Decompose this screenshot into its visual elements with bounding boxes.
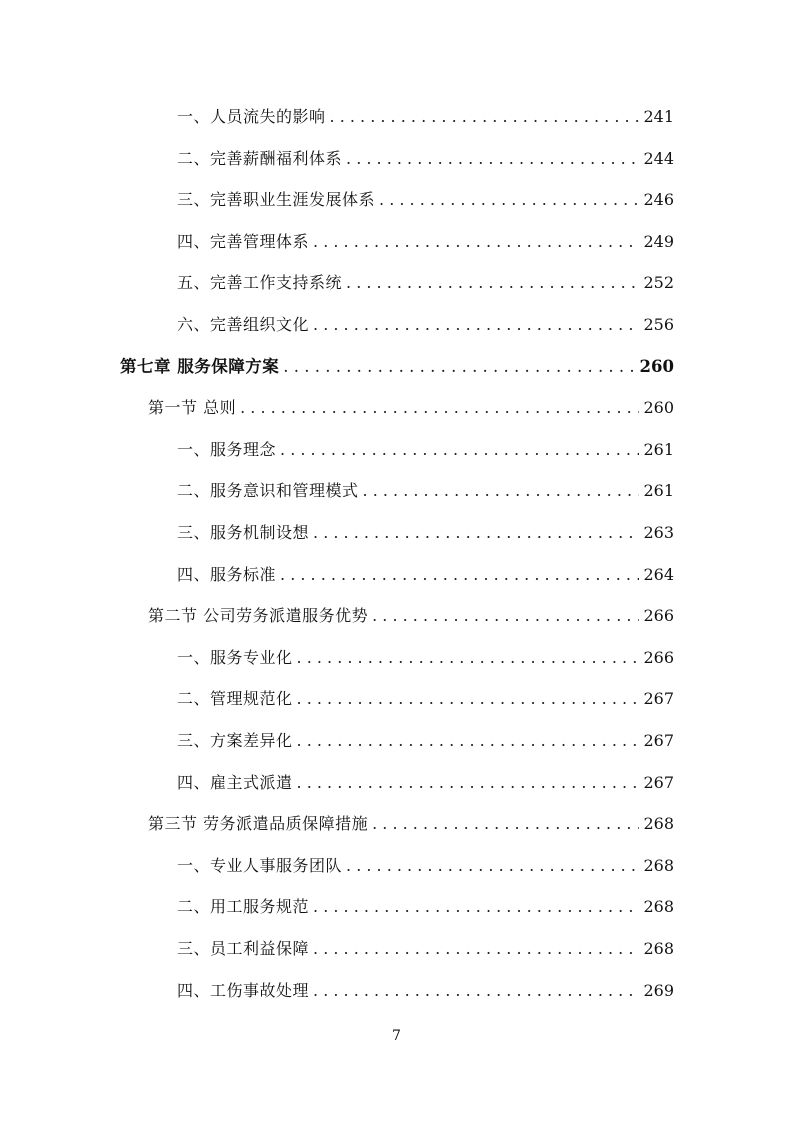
toc-entry-title: 第三节 劳务派遣品质保障措施 [148,814,369,833]
toc-entry-page-number: 264 [643,565,674,584]
toc-item-entry[interactable] [177,979,674,1003]
toc-entry-title: 三、服务机制设想 [177,523,310,542]
toc-entry-title: 二、服务意识和管理模式 [177,481,359,500]
toc-entry-title: 二、管理规范化 [177,689,293,708]
toc-entry-page-number: 267 [643,773,674,792]
toc-entry-page-number: 246 [643,190,674,209]
toc-section-entry[interactable] [148,812,674,836]
toc-entry-page-number: 260 [639,357,674,376]
toc-entry-page-number: 266 [643,648,674,667]
toc-entry-page-number: 268 [643,856,674,875]
toc-entry-title: 三、完善职业生涯发展体系 [177,190,376,209]
toc-chapter-entry[interactable] [120,355,674,379]
toc-item-entry[interactable] [177,313,674,337]
toc-dot-leader [313,895,639,919]
toc-item-entry[interactable] [177,937,674,961]
toc-entry-title: 五、完善工作支持系统 [177,273,343,292]
toc-entry-page-number: 260 [643,398,674,417]
toc-entry-title: 第一节 总则 [148,398,237,417]
toc-section-entry[interactable] [148,604,674,628]
toc-dot-leader [280,438,639,462]
page-number: 7 [392,1028,401,1044]
toc-dot-leader [283,355,635,379]
toc-dot-leader [313,313,639,337]
toc-dot-leader [346,147,639,171]
toc-item-entry[interactable] [177,105,674,129]
toc-item-entry[interactable] [177,563,674,587]
toc-dot-leader [372,812,639,836]
toc-entry-page-number: 244 [643,149,674,168]
toc-item-entry[interactable] [177,479,674,503]
toc-dot-leader [313,521,639,545]
toc-entry-title: 第二节 公司劳务派遣服务优势 [148,606,369,625]
toc-dot-leader [372,604,639,628]
toc-entry-title: 二、用工服务规范 [177,897,310,916]
toc-entry-page-number: 263 [643,523,674,542]
toc-entry-page-number: 269 [643,981,674,1000]
toc-entry-title: 第七章 服务保障方案 [120,357,280,376]
toc-item-entry[interactable] [177,854,674,878]
toc-entry-title: 二、完善薪酬福利体系 [177,149,343,168]
toc-entry-page-number: 267 [643,689,674,708]
toc-entry-page-number: 268 [643,939,674,958]
toc-section-entry[interactable] [148,396,674,420]
toc-entry-title: 四、雇主式派遣 [177,773,293,792]
toc-entry-title: 三、方案差异化 [177,731,293,750]
toc-dot-leader [379,188,639,212]
toc-dot-leader [313,937,639,961]
toc-entry-page-number: 252 [643,273,674,292]
toc-item-entry[interactable] [177,771,674,795]
toc-dot-leader [297,687,640,711]
toc-entry-page-number: 241 [643,107,674,126]
toc-item-entry[interactable] [177,895,674,919]
toc-entry-page-number: 261 [643,440,674,459]
toc-dot-leader [240,396,639,420]
toc-item-entry[interactable] [177,271,674,295]
toc-item-entry[interactable] [177,521,674,545]
toc-entry-page-number: 268 [643,814,674,833]
toc-entry-page-number: 266 [643,606,674,625]
toc-item-entry[interactable] [177,646,674,670]
toc-dot-leader [346,271,639,295]
toc-dot-leader [330,105,640,129]
toc-entry-title: 四、完善管理体系 [177,232,310,251]
toc-dot-leader [313,979,639,1003]
toc-dot-leader [363,479,640,503]
toc-dot-leader [297,646,640,670]
toc-entry-title: 一、专业人事服务团队 [177,856,343,875]
toc-entry-title: 六、完善组织文化 [177,315,310,334]
toc-item-entry[interactable] [177,687,674,711]
toc-entry-title: 三、员工利益保障 [177,939,310,958]
toc-item-entry[interactable] [177,438,674,462]
toc-entry-title: 四、服务标准 [177,565,277,584]
toc-entry-page-number: 249 [643,232,674,251]
toc-item-entry[interactable] [177,230,674,254]
toc-entry-page-number: 261 [643,481,674,500]
toc-dot-leader [280,563,639,587]
toc-entry-page-number: 256 [643,315,674,334]
toc-dot-leader [297,729,640,753]
toc-item-entry[interactable] [177,188,674,212]
toc-entry-title: 四、工伤事故处理 [177,981,310,1000]
toc-entry-title: 一、服务专业化 [177,648,293,667]
toc-entry-page-number: 268 [643,897,674,916]
toc-dot-leader [346,854,639,878]
toc-dot-leader [313,230,639,254]
toc-entry-page-number: 267 [643,731,674,750]
toc-item-entry[interactable] [177,147,674,171]
toc-entry-title: 一、人员流失的影响 [177,107,326,126]
toc-entry-title: 一、服务理念 [177,440,277,459]
toc-item-entry[interactable] [177,729,674,753]
toc-dot-leader [297,771,640,795]
